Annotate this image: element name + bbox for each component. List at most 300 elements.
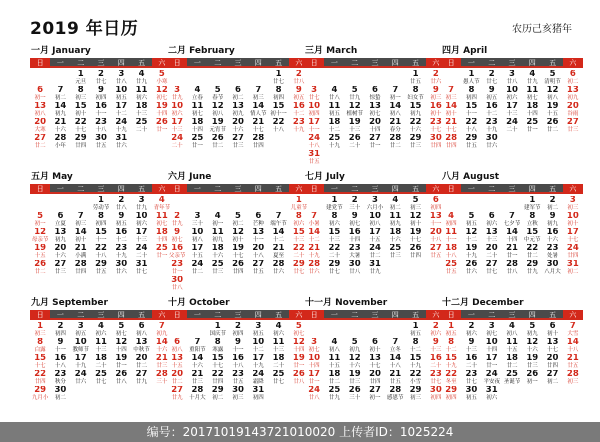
lunar-date: 十六 xyxy=(54,127,66,133)
day-cell xyxy=(50,102,70,118)
day-cell xyxy=(131,338,151,354)
day-cell xyxy=(50,244,70,260)
day-cell xyxy=(385,102,405,118)
lunar-date: 廿九 xyxy=(349,95,361,101)
lunar-date: 十四 xyxy=(369,127,381,133)
empty-cell xyxy=(304,322,324,338)
day-number: 18 xyxy=(95,354,107,363)
day-number: 18 xyxy=(328,370,341,379)
day-cell xyxy=(522,244,542,260)
day-cell xyxy=(248,386,268,402)
day-cell xyxy=(111,260,131,276)
lunar-date: 初四 xyxy=(445,221,457,227)
empty-cell xyxy=(365,70,385,86)
day-cell xyxy=(187,134,207,150)
day-cell xyxy=(563,102,583,118)
day-number: 1 xyxy=(529,196,536,205)
day-number: 29 xyxy=(34,386,47,395)
lunar-date: 青年节 xyxy=(153,205,171,211)
lunar-date: 初八 xyxy=(389,111,401,117)
day-cell xyxy=(441,134,461,150)
lunar-date: 十三 xyxy=(506,111,518,117)
day-number: 4 xyxy=(98,322,104,331)
lunar-date: 初五 xyxy=(75,331,87,337)
day-cell xyxy=(502,244,522,260)
day-cell xyxy=(228,118,248,134)
day-cell xyxy=(208,244,228,260)
day-cell xyxy=(71,260,91,276)
day-cell xyxy=(228,322,248,338)
lunar-date: 廿五 xyxy=(445,269,457,275)
day-number: 13 xyxy=(252,228,265,237)
day-number: 22 xyxy=(465,118,478,127)
lunar-date: 初十 xyxy=(410,221,422,227)
lunar-date: 初五 xyxy=(410,331,422,337)
lunar-date: 廿四 xyxy=(34,379,46,385)
lunar-date: 初三 xyxy=(232,395,244,401)
day-cell xyxy=(441,260,461,276)
day-number: 16 xyxy=(429,102,442,111)
day-cell xyxy=(502,118,522,134)
weekday-header xyxy=(30,184,172,194)
day-cell xyxy=(324,196,344,212)
lunar-date: 十六 xyxy=(156,347,168,353)
lunar-date: 十五 xyxy=(328,363,340,369)
day-number: 9 xyxy=(98,86,104,95)
day-number: 8 xyxy=(331,212,338,221)
day-cell xyxy=(71,86,91,102)
weekday-label: 三 xyxy=(234,311,242,319)
day-number: 24 xyxy=(115,118,128,127)
day-cell xyxy=(522,322,542,338)
lunar-date: 十三 xyxy=(486,237,498,243)
day-number: 10 xyxy=(191,228,204,237)
empty-cell xyxy=(187,70,207,86)
weekday-label: 六 xyxy=(563,184,583,194)
day-cell xyxy=(405,134,425,150)
day-number: 2 xyxy=(98,70,104,79)
day-number: 9 xyxy=(295,86,302,95)
lunar-date: 十三 xyxy=(95,347,107,353)
day-number: 7 xyxy=(509,212,515,221)
day-number: 17 xyxy=(171,118,184,127)
day-number: 5 xyxy=(549,70,556,79)
weekday-label: 三 xyxy=(508,185,516,193)
day-number: 16 xyxy=(95,102,107,111)
day-number: 23 xyxy=(348,244,361,253)
day-number: 7 xyxy=(311,212,318,221)
lunar-date: 端午节 xyxy=(270,221,287,227)
day-number: 31 xyxy=(485,386,498,395)
day-cell xyxy=(304,134,324,150)
empty-cell xyxy=(167,322,187,338)
lunar-date: 初一 xyxy=(369,395,381,401)
day-cell xyxy=(91,370,111,386)
day-number: 4 xyxy=(529,70,536,79)
day-number: 9 xyxy=(174,228,181,237)
day-number: 26 xyxy=(409,244,422,253)
weekday-label: 四 xyxy=(528,59,536,67)
day-cell xyxy=(324,134,344,150)
day-cell xyxy=(208,134,228,150)
lunar-date: 冬至 xyxy=(445,379,457,385)
weekday-header xyxy=(441,58,583,68)
day-number: 1 xyxy=(98,196,104,205)
day-cell xyxy=(441,386,461,402)
day-cell xyxy=(502,322,522,338)
day-cell xyxy=(365,354,385,370)
day-cell xyxy=(167,102,187,118)
day-cell xyxy=(385,370,405,386)
lunar-date: 廿六 xyxy=(115,269,127,275)
lunar-date: 廿一 xyxy=(506,253,518,259)
day-number: 17 xyxy=(252,354,265,363)
lunar-date: 初二 xyxy=(389,205,401,211)
lunar-date: 十四 xyxy=(506,237,518,243)
lunar-date: 十九 xyxy=(293,127,305,133)
weekday-label: 六 xyxy=(426,58,446,68)
day-cell xyxy=(324,244,344,260)
lunar-date: 十七 xyxy=(34,363,46,369)
lunar-date: 立秋 xyxy=(526,221,538,227)
day-cell xyxy=(461,370,481,386)
day-number: 28 xyxy=(308,260,321,269)
empty-cell xyxy=(324,322,344,338)
lunar-date: 廿二 xyxy=(34,269,46,275)
lunar-date: 二十 xyxy=(506,127,518,133)
day-number: 5 xyxy=(351,338,358,347)
lunar-date: 初七 xyxy=(526,95,538,101)
day-cell xyxy=(385,212,405,228)
lunar-date: 廿一 xyxy=(115,363,127,369)
day-cell xyxy=(461,86,481,102)
lunar-date: 初三 xyxy=(75,221,87,227)
lunar-date: 十二 xyxy=(445,347,457,353)
day-number: 11 xyxy=(328,102,341,111)
day-number: 4 xyxy=(509,322,515,331)
day-grid xyxy=(304,194,446,276)
day-number: 4 xyxy=(331,338,338,347)
lunar-date: 廿三 xyxy=(349,379,361,385)
lunar-date: 廿三 xyxy=(526,363,538,369)
day-number: 30 xyxy=(348,260,361,269)
day-cell xyxy=(208,86,228,102)
day-cell xyxy=(91,70,111,86)
lunar-date: 国庆节 xyxy=(209,331,226,337)
day-cell xyxy=(30,386,50,402)
day-cell xyxy=(405,370,425,386)
day-cell xyxy=(482,322,502,338)
day-cell xyxy=(208,322,228,338)
day-number: 27 xyxy=(369,386,381,395)
lunar-date: 十一 xyxy=(252,237,264,243)
day-number: 13 xyxy=(566,86,579,95)
lunar-date: 廿四 xyxy=(430,143,442,149)
day-cell xyxy=(542,196,562,212)
day-cell xyxy=(324,370,344,386)
lunar-date: 廿一 xyxy=(156,253,168,259)
lunar-date: 十二 xyxy=(115,111,127,117)
day-number: 24 xyxy=(191,260,204,269)
lunar-date: 十九 xyxy=(465,253,477,259)
day-cell xyxy=(71,118,91,134)
lunar-date: 十六 xyxy=(349,363,361,369)
day-cell xyxy=(461,228,481,244)
day-number: 24 xyxy=(308,134,321,143)
weekday-header xyxy=(304,58,446,68)
day-number: 7 xyxy=(77,212,84,221)
lunar-date: 二十 xyxy=(273,363,285,369)
day-number: 13 xyxy=(546,338,559,347)
day-number: 23 xyxy=(429,118,442,127)
day-cell xyxy=(30,86,50,102)
day-number: 26 xyxy=(465,260,478,269)
lunar-date: 十一 xyxy=(430,221,442,227)
day-number: 16 xyxy=(115,228,128,237)
day-number: 20 xyxy=(485,244,498,253)
day-cell xyxy=(345,228,365,244)
lunar-date: 十二 xyxy=(486,111,498,117)
lunar-date: 廿一 xyxy=(526,127,538,133)
day-cell xyxy=(248,228,268,244)
weekday-label: 一 xyxy=(56,185,64,193)
day-cell xyxy=(187,102,207,118)
day-number: 5 xyxy=(214,86,221,95)
day-cell xyxy=(461,102,481,118)
empty-cell xyxy=(324,70,344,86)
day-cell xyxy=(30,212,50,228)
lunar-date: 初六 xyxy=(136,95,148,101)
lunar-date: 初二 xyxy=(54,395,66,401)
day-number: 27 xyxy=(252,260,265,269)
weekday-label: 一 xyxy=(193,185,201,193)
day-cell xyxy=(187,260,207,276)
lunar-date: 三十 xyxy=(349,395,361,401)
day-number: 22 xyxy=(34,370,47,379)
weekday-label: 六 xyxy=(563,58,583,68)
day-cell xyxy=(385,118,405,134)
weekday-label: 四 xyxy=(117,311,125,319)
day-cell xyxy=(365,196,385,212)
empty-cell xyxy=(187,196,207,212)
lunar-date: 廿八 xyxy=(328,95,340,101)
day-number: 4 xyxy=(448,212,455,221)
day-cell xyxy=(405,386,425,402)
lunar-date: 廿二 xyxy=(191,269,203,275)
day-cell xyxy=(91,354,111,370)
month-panel xyxy=(167,44,309,166)
day-number: 7 xyxy=(569,322,576,331)
lunar-date: 十二 xyxy=(328,127,340,133)
lunar-date: 十一 xyxy=(308,127,320,133)
day-number: 28 xyxy=(389,386,402,395)
day-cell xyxy=(522,228,542,244)
day-cell xyxy=(304,386,324,402)
lunar-date: 十四 xyxy=(191,127,203,133)
day-number: 1 xyxy=(412,322,419,331)
lunar-date: 廿七 xyxy=(328,269,340,275)
weekday-label: 日 xyxy=(304,310,324,320)
day-number: 11 xyxy=(445,228,458,237)
day-cell xyxy=(563,86,583,102)
day-cell xyxy=(345,212,365,228)
weekday-label: 日 xyxy=(304,58,324,68)
lunar-date: 初五 xyxy=(465,395,477,401)
lunar-date: 廿九 xyxy=(171,95,183,101)
day-cell xyxy=(365,370,385,386)
day-number: 13 xyxy=(232,102,244,111)
lunar-date: 初六 xyxy=(486,395,498,401)
lunar-date: 十五 xyxy=(171,363,183,369)
lunar-date: 十八 xyxy=(252,253,264,259)
weekday-label: 三 xyxy=(97,311,105,319)
day-cell xyxy=(268,338,288,354)
lunar-date: 初七 xyxy=(293,331,305,337)
day-number: 15 xyxy=(34,354,47,363)
empty-cell xyxy=(365,322,385,338)
day-cell xyxy=(385,386,405,402)
weekday-header xyxy=(30,310,172,320)
day-number: 20 xyxy=(171,370,184,379)
day-cell xyxy=(131,228,151,244)
weekday-label: 二 xyxy=(214,59,222,67)
lunar-date: 初八 xyxy=(136,331,148,337)
day-number: 19 xyxy=(292,354,305,363)
lunar-date: 廿二 xyxy=(171,379,183,385)
day-number: 21 xyxy=(445,118,458,127)
day-cell xyxy=(248,338,268,354)
day-cell xyxy=(461,386,481,402)
lunar-date: 初九 xyxy=(410,111,422,117)
day-number: 19 xyxy=(232,244,244,253)
day-number: 13 xyxy=(171,354,184,363)
lunar-date: 十九 xyxy=(115,127,127,133)
day-cell xyxy=(187,386,207,402)
lunar-date: 二十 xyxy=(349,143,361,149)
day-number: 17 xyxy=(369,228,381,237)
weekday-header xyxy=(167,58,309,68)
lunar-date: 廿九 xyxy=(136,379,148,385)
day-grid xyxy=(167,320,309,402)
day-number: 3 xyxy=(311,86,318,95)
weekday-label: 五 xyxy=(412,311,420,319)
lunar-date: 廿八 xyxy=(506,79,518,85)
day-number: 30 xyxy=(485,134,498,143)
day-grid xyxy=(441,194,583,276)
day-cell xyxy=(441,86,461,102)
lunar-date: 霜降 xyxy=(252,379,264,385)
day-number: 2 xyxy=(351,196,358,205)
lunar-date: 秋分 xyxy=(54,379,66,385)
lunar-date: 九月小 xyxy=(31,395,49,401)
lunar-date: 初五 xyxy=(465,221,477,227)
day-number: 21 xyxy=(566,354,579,363)
weekday-label: 二 xyxy=(351,59,359,67)
weekday-label: 四 xyxy=(391,185,399,193)
day-number: 25 xyxy=(95,370,107,379)
day-number: 25 xyxy=(526,118,539,127)
weekday-label: 日 xyxy=(30,184,50,194)
day-cell xyxy=(111,354,131,370)
month-title: 五月 May xyxy=(31,172,73,182)
day-number: 5 xyxy=(37,212,44,221)
day-cell xyxy=(50,212,70,228)
weekday-label: 六 xyxy=(152,310,172,320)
day-number: 14 xyxy=(191,354,204,363)
lunar-date: 初十 xyxy=(75,237,87,243)
weekday-label: 日 xyxy=(167,58,187,68)
day-number: 5 xyxy=(351,86,358,95)
day-number: 8 xyxy=(412,86,419,95)
day-number: 14 xyxy=(389,354,402,363)
day-cell xyxy=(30,370,50,386)
day-cell xyxy=(522,102,542,118)
day-cell xyxy=(111,370,131,386)
day-cell xyxy=(324,354,344,370)
lunar-date: 廿七 xyxy=(465,379,477,385)
day-number: 6 xyxy=(372,86,378,95)
day-cell xyxy=(365,260,385,276)
empty-cell xyxy=(248,196,268,212)
day-number: 8 xyxy=(77,86,84,95)
weekday-label: 三 xyxy=(508,311,516,319)
day-cell xyxy=(385,134,405,150)
day-number: 15 xyxy=(409,102,422,111)
lunar-date: 廿一 xyxy=(191,143,203,149)
weekday-label: 五 xyxy=(549,311,557,319)
day-cell xyxy=(502,260,522,276)
empty-cell xyxy=(30,196,50,212)
day-number: 20 xyxy=(135,354,148,363)
lunar-date: 小雪 xyxy=(410,379,422,385)
day-number: 10 xyxy=(252,338,265,347)
day-number: 29 xyxy=(526,260,539,269)
day-number: 12 xyxy=(155,86,168,95)
day-number: 28 xyxy=(74,260,87,269)
lunar-date: 廿八 xyxy=(293,79,305,85)
day-number: 19 xyxy=(546,102,559,111)
lunar-date: 初十 xyxy=(369,347,381,353)
day-cell xyxy=(268,86,288,102)
day-number: 28 xyxy=(445,134,458,143)
day-cell xyxy=(441,354,461,370)
lunar-date: 母亲节 xyxy=(31,237,49,243)
day-number: 24 xyxy=(171,134,184,143)
lunar-date: 廿七 xyxy=(95,379,107,385)
weekday-label: 日 xyxy=(30,58,50,68)
lunar-date: 初三 xyxy=(567,379,579,385)
day-number: 16 xyxy=(465,354,478,363)
day-cell xyxy=(91,134,111,150)
lunar-date: 初六 xyxy=(95,331,107,337)
lunar-date: 廿五 xyxy=(389,379,401,385)
day-cell xyxy=(482,354,502,370)
lunar-date: 廿六 xyxy=(75,379,87,385)
day-number: 14 xyxy=(566,338,579,347)
month-panel xyxy=(441,296,583,418)
lunar-date: 廿二 xyxy=(136,363,148,369)
day-number: 4 xyxy=(392,196,399,205)
lunar-date: 夏至 xyxy=(273,253,285,259)
lunar-date: 廿三 xyxy=(232,143,244,149)
day-cell xyxy=(228,260,248,276)
day-number: 8 xyxy=(37,338,44,347)
day-cell xyxy=(385,86,405,102)
day-number: 10 xyxy=(135,212,148,221)
lunar-date: 八月大 xyxy=(544,269,561,275)
day-number: 2 xyxy=(488,70,495,79)
day-number: 27 xyxy=(34,134,47,143)
